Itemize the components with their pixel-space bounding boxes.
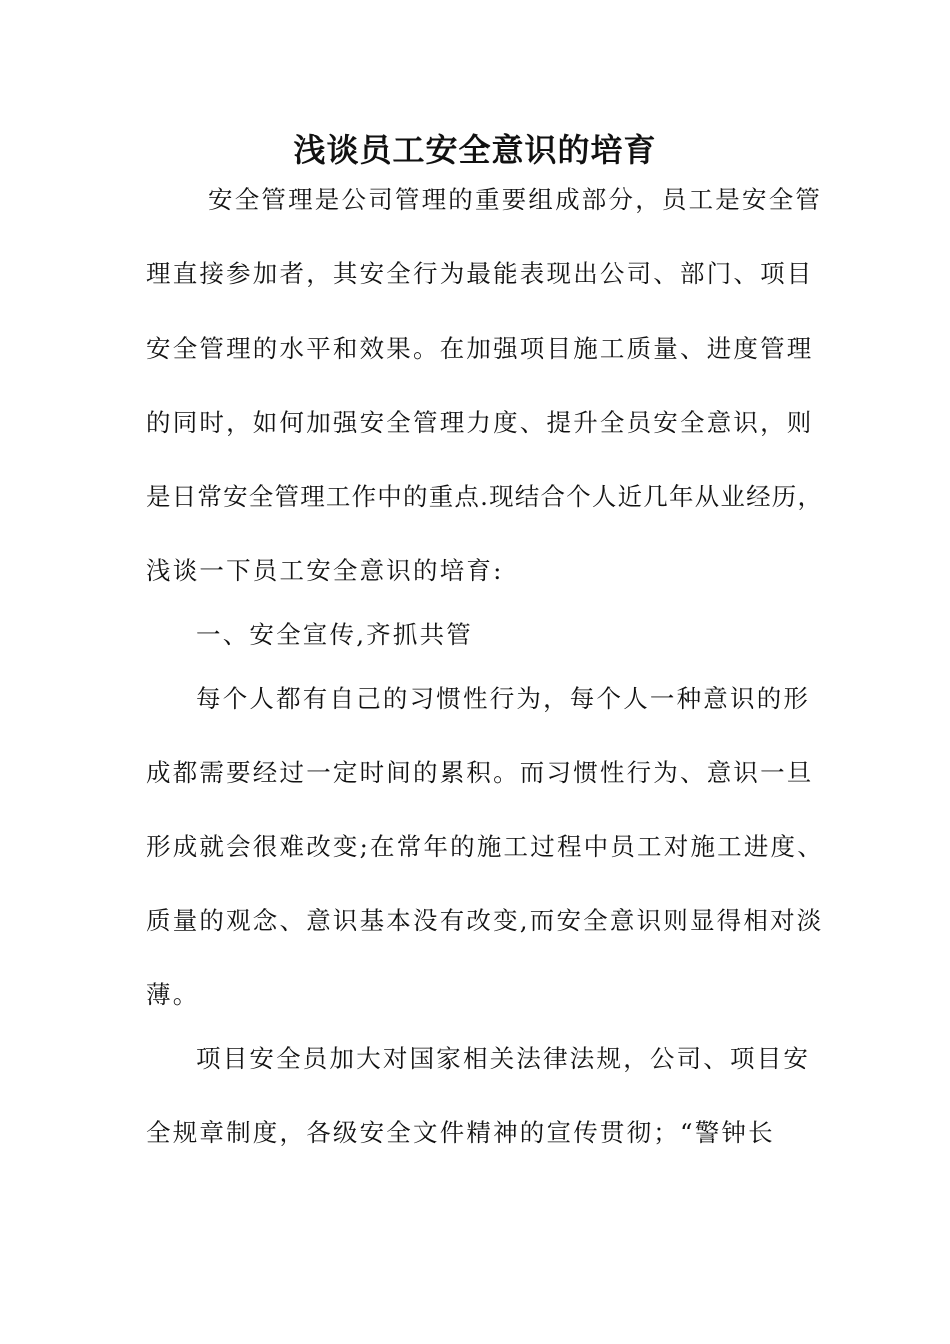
paragraph-line: 每个人都有自己的习惯性行为，每个人一种意识的形: [196, 684, 811, 713]
paragraph-line: 全规章制度，各级安全文件精神的宣传贯彻；“警钟长: [146, 1118, 775, 1147]
paragraph-line: 理直接参加者，其安全行为最能表现出公司、部门、项目: [146, 259, 814, 288]
paragraph-line: 质量的观念、意识基本没有改变,而安全意识则显得相对淡: [146, 906, 824, 935]
paragraph-line: 项目安全员加大对国家相关法律法规，公司、项目安: [196, 1044, 811, 1073]
paragraph-line: 是日常安全管理工作中的重点.现结合个人近几年从业经历，: [146, 482, 824, 511]
section-heading: 一、安全宣传,齐抓共管: [196, 620, 473, 649]
paragraph-line: 形成就会很难改变;在常年的施工过程中员工对施工进度、: [146, 832, 824, 861]
paragraph-line: 安全管理的水平和效果。在加强项目施工质量、进度管理: [146, 334, 814, 363]
document-title: 浅谈员工安全意识的培育: [293, 131, 657, 169]
paragraph-line: 浅谈一下员工安全意识的培育:: [146, 556, 504, 585]
paragraph-line: 薄。: [146, 980, 200, 1009]
paragraph-line: 成都需要经过一定时间的累积。而习惯性行为、意识一旦: [146, 758, 814, 787]
paragraph-line: 安全管理是公司管理的重要组成部分，员工是安全管: [208, 185, 823, 214]
paragraph-line: 的同时，如何加强安全管理力度、提升全员安全意识，则: [146, 408, 814, 437]
